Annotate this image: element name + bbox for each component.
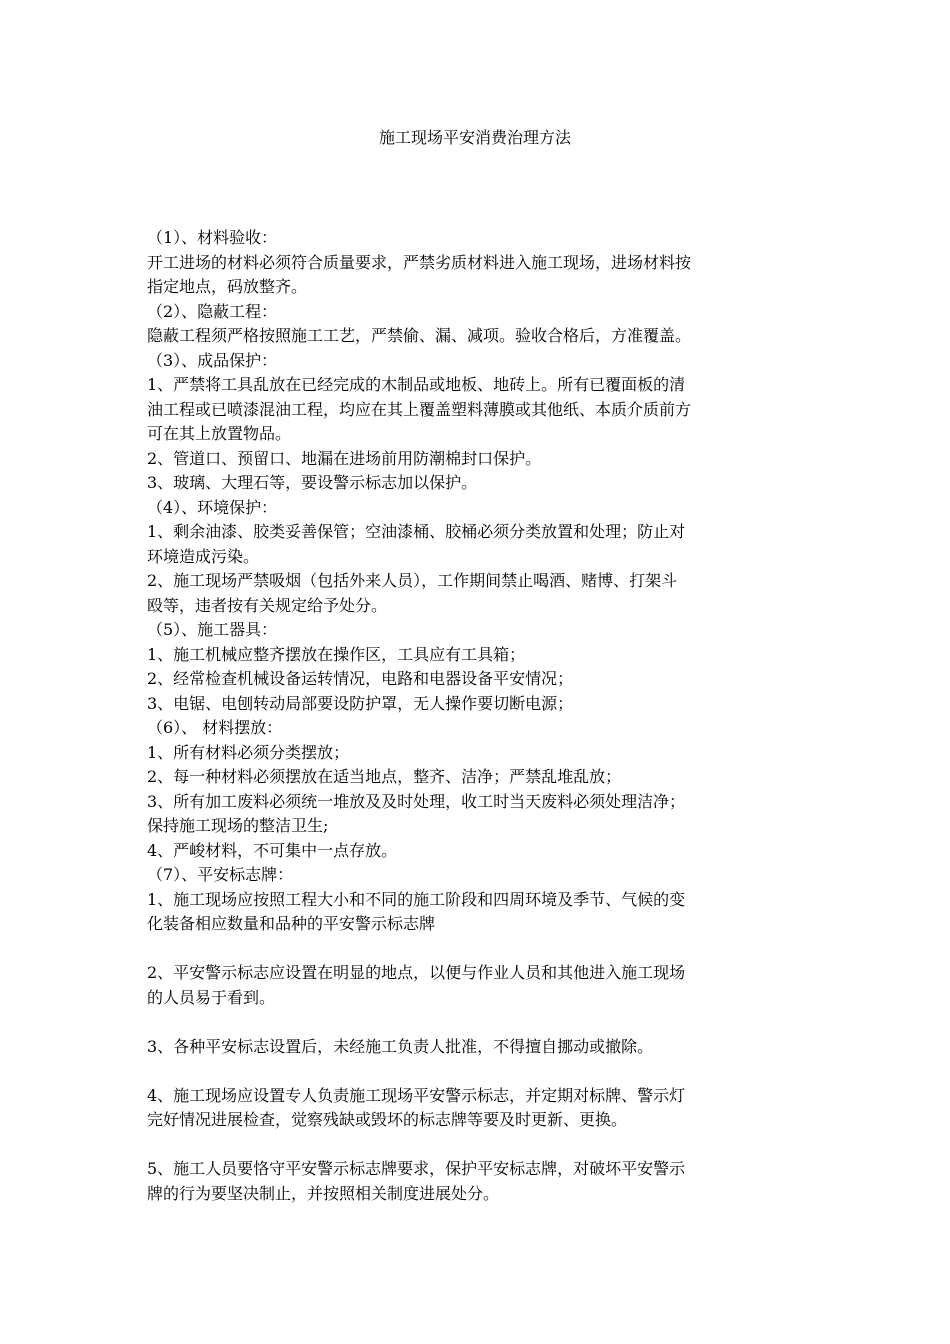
text-line: 2、管道口、预留口、地漏在进场前用防潮棉封口保护。 xyxy=(147,448,542,468)
text-line: 开工进场的材料必须符合质量要求，严禁劣质材料进入施工现场，进场材料按 xyxy=(147,252,692,272)
text-line: （3）、成品保护： xyxy=(147,350,278,370)
text-line xyxy=(147,1010,803,1035)
text-line: 3、玻璃、大理石等，要设警示标志加以保护。 xyxy=(147,473,478,492)
text-line: （4）、环境保护： xyxy=(147,497,278,517)
text-line: 的人员易于看到。 xyxy=(147,987,276,1007)
text-line xyxy=(147,937,803,962)
text-line: 1、严禁将工具乱放在已经完成的木制品或地板、地砖上。所有已覆面板的清 xyxy=(147,375,686,394)
text-line: 环境造成污染。 xyxy=(147,546,260,566)
text-line: 殴等，违者按有关规定给予处分。 xyxy=(147,595,388,615)
text-line: 3、各种平安标志设置后，未经施工负责人批准，不得擅自挪动或撤除。 xyxy=(147,1036,654,1056)
text-line: 可在其上放置物品。 xyxy=(147,424,292,443)
text-line: 1、施工机械应整齐摆放在操作区，工具应有工具箱； xyxy=(147,644,526,664)
text-line: 隐蔽工程须严格按照施工工艺，严禁偷、漏、减项。验收合格后，方准覆盖。 xyxy=(147,326,692,345)
text-line xyxy=(147,1059,803,1084)
text-line: 5、施工人员要恪守平安警示标志牌要求，保护平安标志牌，对破坏平安警示 xyxy=(147,1159,686,1178)
text-line: 4、施工现场应设置专人负责施工现场平安警示标志，并定期对标牌、警示灯 xyxy=(147,1085,686,1105)
text-line: （5）、施工器具： xyxy=(147,620,278,639)
text-line: 保持施工现场的整洁卫生; xyxy=(147,816,329,835)
text-line: （6）、 材料摆放： xyxy=(147,718,283,737)
text-line: （1）、材料验收： xyxy=(147,228,278,247)
text-line: 2、每一种材料必须摆放在适当地点，整齐、洁净；严禁乱堆乱放； xyxy=(147,767,622,786)
text-line xyxy=(147,1133,803,1158)
text-line: 牌的行为要坚决制止，并按照相关制度进展处分。 xyxy=(147,1183,500,1203)
text-line: （2）、隐蔽工程： xyxy=(147,301,278,321)
text-line: 1、剩余油漆、胶类妥善保管；空油漆桶、胶桶必须分类放置和处理；防止对 xyxy=(147,522,686,541)
text-line: 2、经常检查机械设备运转情况，电路和电器设备平安情况； xyxy=(147,669,574,688)
text-line: 指定地点，码放整齐。 xyxy=(147,277,308,296)
text-line: 3、电锯、电刨转动局部要设防护罩，无人操作要切断电源； xyxy=(147,693,574,713)
text-line: 2、平安警示标志应设置在明显的地点，以便与作业人员和其他进入施工现场 xyxy=(147,963,686,982)
text-line: 1、所有材料必须分类摆放； xyxy=(147,742,350,762)
document-body xyxy=(147,226,803,1206)
text-line: 1、施工现场应按照工程大小和不同的施工阶段和四周环境及季节、气候的变 xyxy=(147,889,686,909)
text-line: 3、所有加工废料必须统一堆放及及时处理，收工时当天废料必须处理洁净； xyxy=(147,791,686,811)
text-line: 油工程或已喷漆混油工程，均应在其上覆盖塑料薄膜或其他纸、本质介质前方 xyxy=(147,399,692,419)
text-line: 4、严峻材料，不可集中一点存放。 xyxy=(147,840,398,860)
text-line: 完好情况进展检查，觉察残缺或毁坏的标志牌等要及时更新、更换。 xyxy=(147,1110,628,1129)
text-line: 2、施工现场严禁吸烟（包括外来人员），工作期间禁止喝酒、赌博、打架斗 xyxy=(147,571,678,590)
document-title: 施工现场平安消费治理方法 xyxy=(378,128,571,147)
text-line: （7）、平安标志牌： xyxy=(147,865,294,884)
text-line: 化装备相应数量和品种的平安警示标志牌 xyxy=(147,914,436,933)
